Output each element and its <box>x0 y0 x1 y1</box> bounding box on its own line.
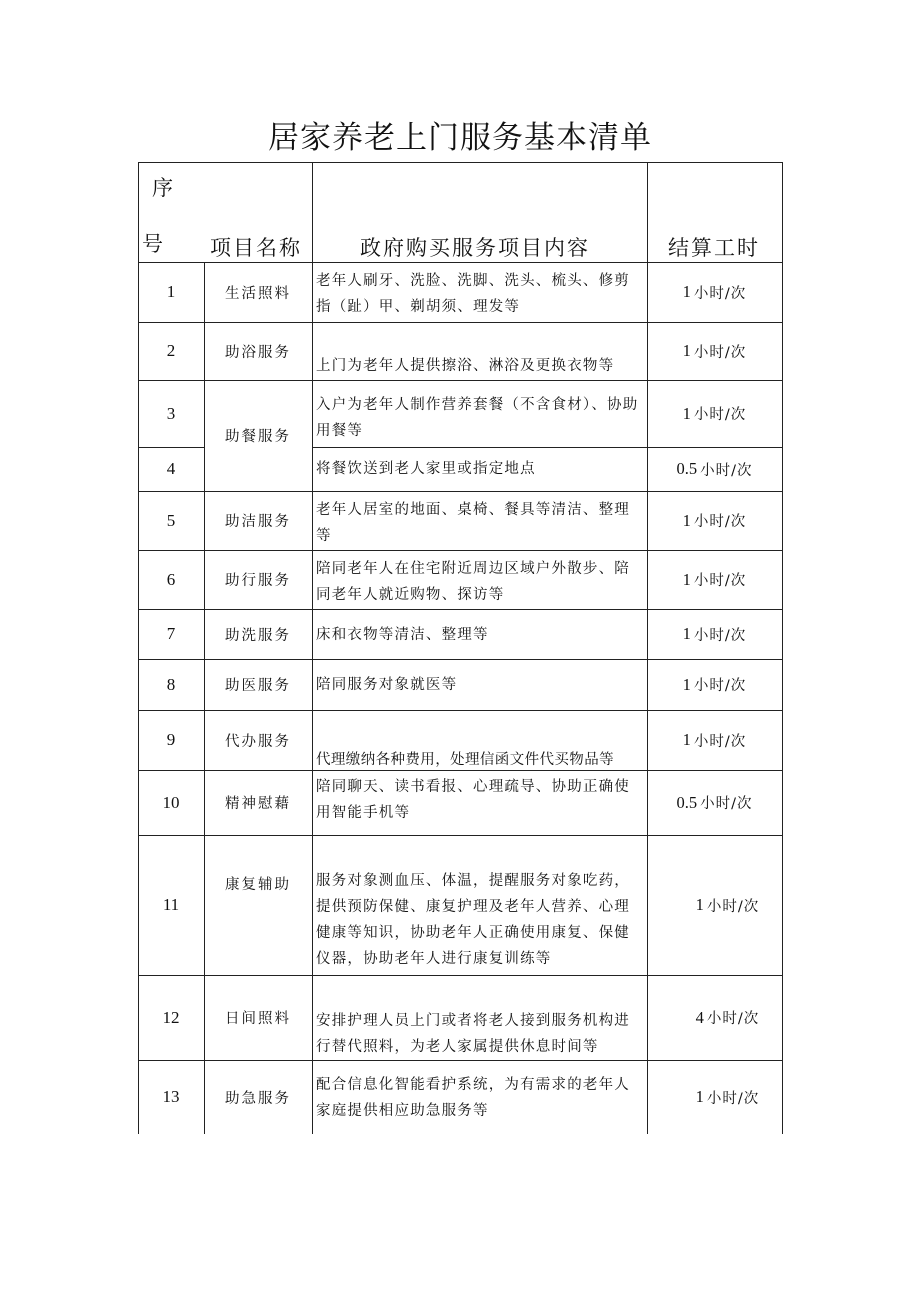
hours-value: 1 <box>682 569 691 589</box>
hours-value: 1 <box>682 674 691 694</box>
item-content: 代理缴纳各种费用，处理信函文件代买物品等 <box>316 752 614 768</box>
hours-unit: 小时/次 <box>693 733 747 750</box>
item-hours <box>647 262 782 322</box>
row-number: 3 <box>166 403 176 423</box>
hours-value: 0.5 <box>676 792 698 812</box>
item-name: 助急服务 <box>225 1090 291 1107</box>
item-content: 上门为老年人提供擦浴、淋浴及更换衣物等 <box>316 358 615 374</box>
item-name: 助餐服务 <box>225 429 291 445</box>
service-table <box>138 162 783 1134</box>
item-content: 安排护理人员上门或者将老人接到服务机构进行替代照料，为老人家属提供休息时间等 <box>316 1013 630 1055</box>
item-content: 入户为老年人制作营养套餐（不含食材）、协助用餐等 <box>316 397 639 439</box>
hours-unit: 小时/次 <box>693 344 747 361</box>
item-name: 助洗服务 <box>225 627 291 644</box>
hours-value: 1 <box>695 895 704 914</box>
item-name: 精神慰藉 <box>225 796 291 812</box>
row-number: 4 <box>166 459 176 478</box>
header-project-name: 项目名称 <box>210 236 302 260</box>
item-name: 日间照料 <box>225 1011 291 1027</box>
row-number: 1 <box>166 282 176 301</box>
item-hours <box>647 770 782 835</box>
hours-unit: 小时/次 <box>700 796 753 812</box>
item-name: 康复辅助 <box>225 876 291 893</box>
header-settlement-hours: 结算工时 <box>668 236 760 260</box>
item-hours <box>647 447 782 491</box>
item-hours <box>647 550 782 609</box>
header-seq-bottom: 号 <box>142 232 165 256</box>
item-hours <box>647 491 782 550</box>
item-name: 助浴服务 <box>225 344 291 361</box>
item-name: 生活照料 <box>225 285 291 302</box>
item-hours <box>647 710 782 770</box>
item-content: 服务对象测血压、体温，提醒服务对象吃药，提供预防保健、康复护理及老年人营养、心理健康等知识，协助老年人正确使用康复、保健仪器，协助老年人进行康复训练等 <box>316 873 630 967</box>
hours-unit: 小时/次 <box>706 1090 760 1107</box>
hours-value: 4 <box>695 1007 704 1027</box>
hours-value: 1 <box>682 403 691 423</box>
item-name: 助行服务 <box>225 573 291 589</box>
item-hours <box>647 659 782 710</box>
item-hours <box>647 380 782 447</box>
item-hours <box>647 835 782 975</box>
item-content: 老年人居室的地面、桌椅、餐具等清洁、整理等 <box>316 502 630 544</box>
row-number: 12 <box>162 1007 180 1027</box>
item-content: 将餐饮送到老人家里或指定地点 <box>316 461 536 477</box>
row-number: 8 <box>166 674 176 694</box>
row-number: 6 <box>166 569 176 589</box>
item-content: 陪同老年人在住宅附近周边区域户外散步、陪同老年人就近购物、探访等 <box>316 561 630 603</box>
item-name: 代办服务 <box>225 733 291 750</box>
item-content: 老年人刷牙、洗脸、洗脚、洗头、梳头、修剪指（趾）甲、剃胡须、理发等 <box>316 273 630 315</box>
table-border-top <box>138 162 783 163</box>
row-number: 7 <box>166 624 176 643</box>
item-content: 陪同聊天、读书看报、心理疏导、协助正确使用智能手机等 <box>316 779 630 821</box>
item-hours <box>647 322 782 380</box>
item-hours <box>647 1060 782 1134</box>
hours-unit: 小时/次 <box>693 678 747 694</box>
hours-unit: 小时/次 <box>693 573 747 589</box>
hours-value: 1 <box>682 624 691 643</box>
row-number: 5 <box>166 510 176 530</box>
hours-value: 0.5 <box>676 459 698 478</box>
hours-unit: 小时/次 <box>693 627 747 644</box>
hours-unit: 小时/次 <box>693 514 747 530</box>
hours-value: 1 <box>682 730 691 749</box>
page-title: 居家养老上门服务基本清单 <box>268 120 652 156</box>
hours-value: 1 <box>682 282 691 301</box>
hours-value: 1 <box>682 341 691 360</box>
hours-value: 1 <box>695 1087 704 1106</box>
table-border-right <box>782 162 783 1134</box>
item-hours <box>647 975 782 1060</box>
header-seq-top: 序 <box>152 176 175 200</box>
item-hours <box>647 609 782 659</box>
hours-unit: 小时/次 <box>700 462 753 479</box>
item-content: 床和衣物等清洁、整理等 <box>316 627 489 643</box>
row-number: 13 <box>162 1087 180 1106</box>
hours-value: 1 <box>682 510 691 530</box>
hours-unit: 小时/次 <box>706 898 760 915</box>
hours-unit: 小时/次 <box>693 407 747 423</box>
hours-unit: 小时/次 <box>706 1011 760 1027</box>
row-number: 2 <box>166 341 176 360</box>
item-content: 陪同服务对象就医等 <box>316 677 458 693</box>
hours-unit: 小时/次 <box>693 285 747 302</box>
row-number: 10 <box>162 792 180 812</box>
row-number: 9 <box>166 730 176 749</box>
header-service-content: 政府购买服务项目内容 <box>360 236 590 260</box>
row-number: 11 <box>162 895 180 914</box>
item-name: 助洁服务 <box>225 514 291 530</box>
item-name: 助医服务 <box>225 678 291 694</box>
item-content: 配合信息化智能看护系统，为有需求的老年人家庭提供相应助急服务等 <box>316 1077 630 1119</box>
